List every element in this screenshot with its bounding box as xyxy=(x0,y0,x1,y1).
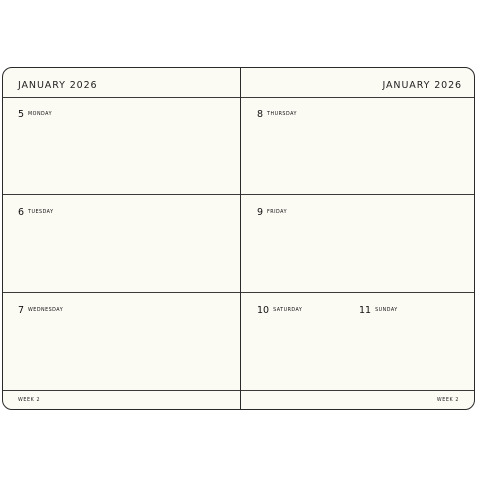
right-page-header xyxy=(241,68,474,98)
right-page-footer xyxy=(241,391,474,410)
day-number: 8 xyxy=(257,109,264,120)
left-page xyxy=(3,68,241,409)
day-number: 9 xyxy=(257,207,264,218)
day-box-weekend[interactable] xyxy=(241,293,474,391)
day-label-sunday xyxy=(359,298,398,317)
week-label: WEEK 2 xyxy=(436,398,459,403)
month-title: JANUARY 2026 xyxy=(382,80,462,91)
left-page-header xyxy=(3,68,240,98)
day-number: 5 xyxy=(18,109,25,120)
day-box-wednesday[interactable] xyxy=(3,293,240,391)
day-name: TUESDAY xyxy=(28,210,54,215)
week-label: WEEK 2 xyxy=(18,398,41,403)
day-label xyxy=(257,102,297,121)
day-name: MONDAY xyxy=(28,112,52,117)
day-label xyxy=(257,200,287,219)
day-label xyxy=(18,298,63,317)
month-title: JANUARY 2026 xyxy=(18,80,98,91)
day-name: SUNDAY xyxy=(375,308,398,313)
day-number: 11 xyxy=(359,305,372,316)
planner-spread xyxy=(2,67,475,410)
day-name: WEDNESDAY xyxy=(28,308,64,313)
day-label xyxy=(18,102,52,121)
day-box-monday[interactable] xyxy=(3,97,240,195)
day-box-tuesday[interactable] xyxy=(3,195,240,293)
day-name: THURSDAY xyxy=(267,112,297,117)
day-number: 7 xyxy=(18,305,25,316)
day-number: 10 xyxy=(257,305,270,316)
right-page xyxy=(241,68,474,409)
day-label xyxy=(18,200,54,219)
day-box-thursday[interactable] xyxy=(241,97,474,195)
day-box-friday[interactable] xyxy=(241,195,474,293)
day-label-saturday xyxy=(257,298,302,317)
left-page-footer xyxy=(3,391,240,410)
day-name: SATURDAY xyxy=(273,308,303,313)
day-number: 6 xyxy=(18,207,25,218)
day-name: FRIDAY xyxy=(267,210,288,215)
